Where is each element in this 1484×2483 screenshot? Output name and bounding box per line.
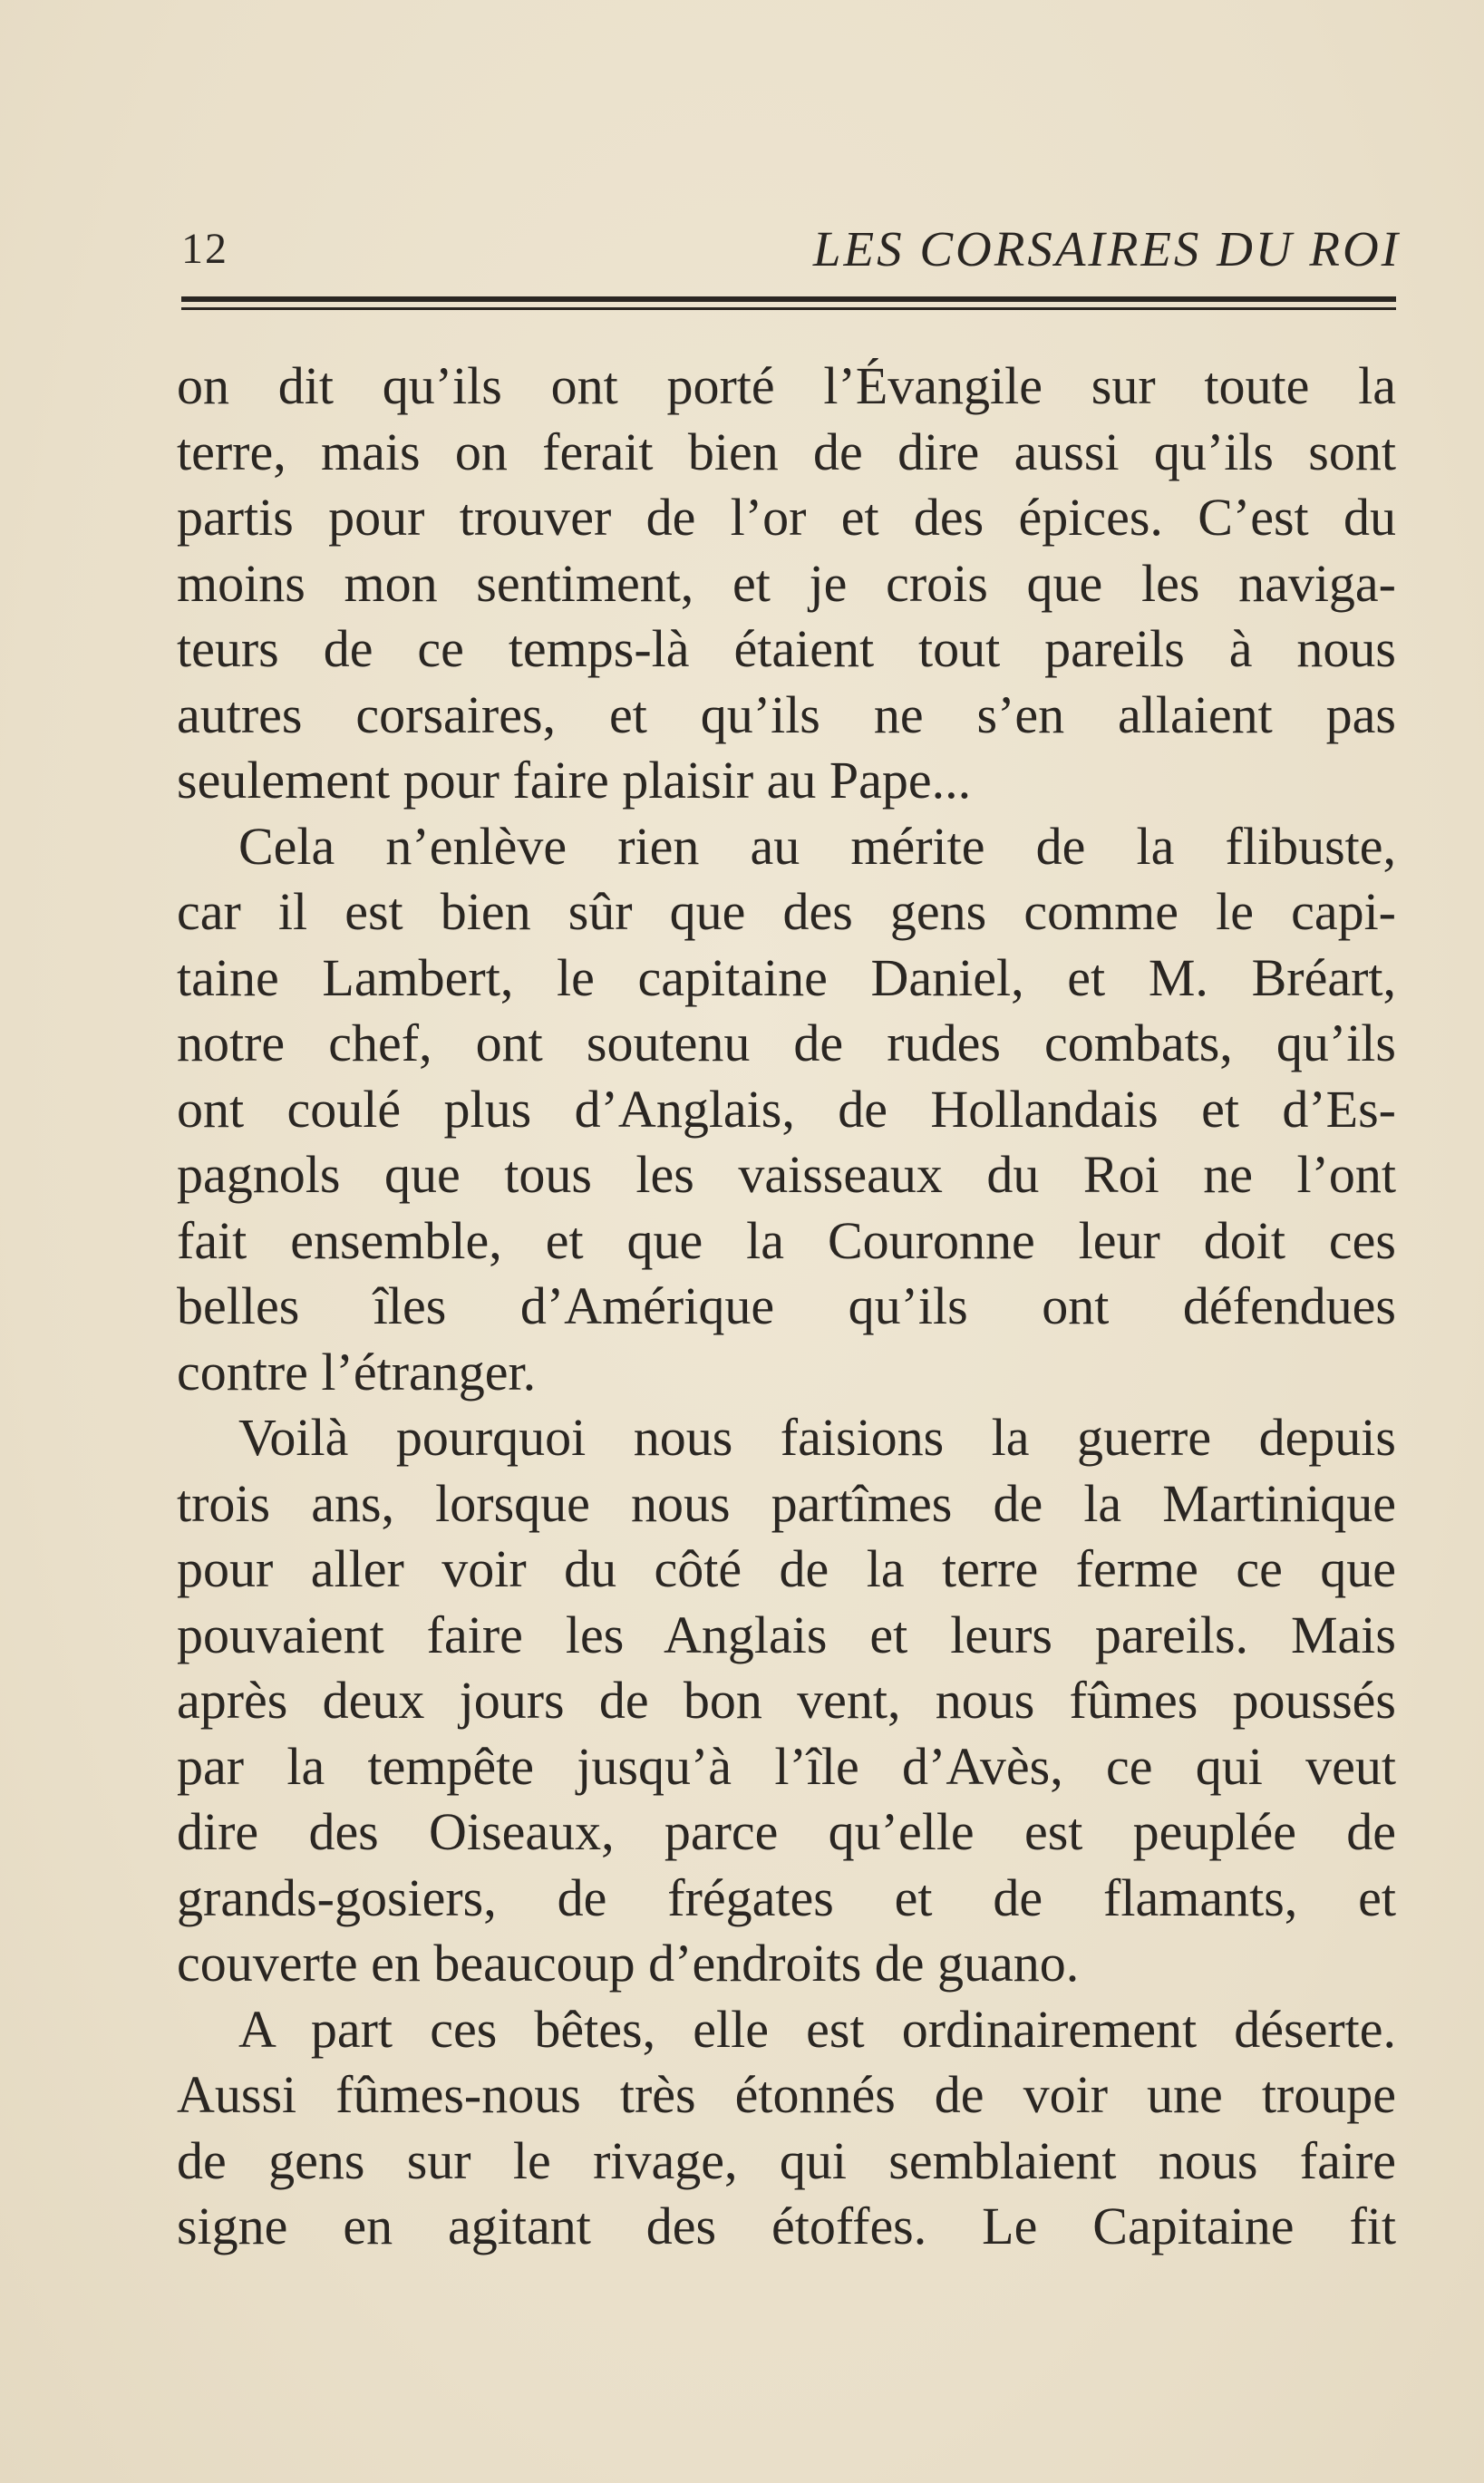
text-line: pouvaient faire les Anglais et leurs pareils. Mais: [177, 1605, 1396, 1664]
text-line: terre, mais on ferait bien de dire aussi qu’ils sont: [177, 422, 1396, 481]
text-line: de gens sur le rivage, qui semblaient nous faire: [177, 2130, 1396, 2190]
body-text: [177, 354, 1396, 2260]
text-line: Aussi fûmes-nous très étonnés de voir une troupe: [177, 2065, 1396, 2124]
text-line: autres corsaires, et qu’ils ne s’en allaient pas: [177, 684, 1396, 744]
text-line: ont coulé plus d’Anglais, de Hollandais et d’Es-: [177, 1079, 1396, 1139]
text-line: on dit qu’ils ont porté l’Évangile sur toute la: [177, 356, 1396, 415]
text-line: partis pour trouver de l’or et des épices. C’est du: [177, 488, 1396, 547]
text-line: teurs de ce temps-là étaient tout pareils à nous: [177, 619, 1396, 678]
running-head: [181, 218, 1401, 281]
text-line: taine Lambert, le capitaine Daniel, et M. Bréart,: [177, 947, 1396, 1007]
paragraph-start-line: A part ces bêtes, elle est ordinairement déserte.: [238, 1999, 1396, 2059]
text-line: pagnols que tous les vaisseaux du Roi ne l’ont: [177, 1145, 1396, 1204]
header-rule-thin: [181, 307, 1396, 310]
paragraph-start-line: Voilà pourquoi nous faisions la guerre depuis: [238, 1408, 1396, 1467]
text-line: fait ensemble, et que la Couronne leur doit ces: [177, 1210, 1396, 1270]
text-line: car il est bien sûr que des gens comme le capi-: [177, 882, 1396, 941]
text-line: grands-gosiers, de frégates et de flamants, et: [177, 1867, 1396, 1927]
text-line: par la tempête jusqu’à l’île d’Avès, ce qui veut: [177, 1736, 1396, 1796]
text-line: couverte en beaucoup d’endroits de guano.: [177, 1934, 1080, 1993]
text-line: trois ans, lorsque nous partîmes de la Martinique: [177, 1473, 1396, 1533]
header-rule-thick: [181, 296, 1396, 302]
text-line: belles îles d’Amérique qu’ils ont défendues: [177, 1276, 1396, 1335]
paragraph-start-line: Cela n’enlève rien au mérite de la flibuste,: [238, 816, 1396, 876]
page-number: 12: [181, 225, 228, 273]
text-line: notre chef, ont soutenu de rudes combats, qu’ils: [177, 1014, 1396, 1072]
text-line: après deux jours de bon vent, nous fûmes poussés: [177, 1671, 1396, 1730]
text-line: moins mon sentiment, et je crois que les naviga-: [177, 553, 1396, 613]
text-line: seulement pour faire plaisir au Pape...: [177, 751, 972, 810]
text-line: dire des Oiseaux, parce qu’elle est peuplée de: [177, 1802, 1396, 1861]
text-line: pour aller voir du côté de la terre ferme ce que: [177, 1539, 1396, 1598]
text-line: signe en agitant des étoffes. Le Capitaine fit: [177, 2197, 1396, 2255]
text-line: contre l’étranger.: [177, 1342, 537, 1402]
book-title: LES CORSAIRES DU ROI: [812, 221, 1401, 276]
